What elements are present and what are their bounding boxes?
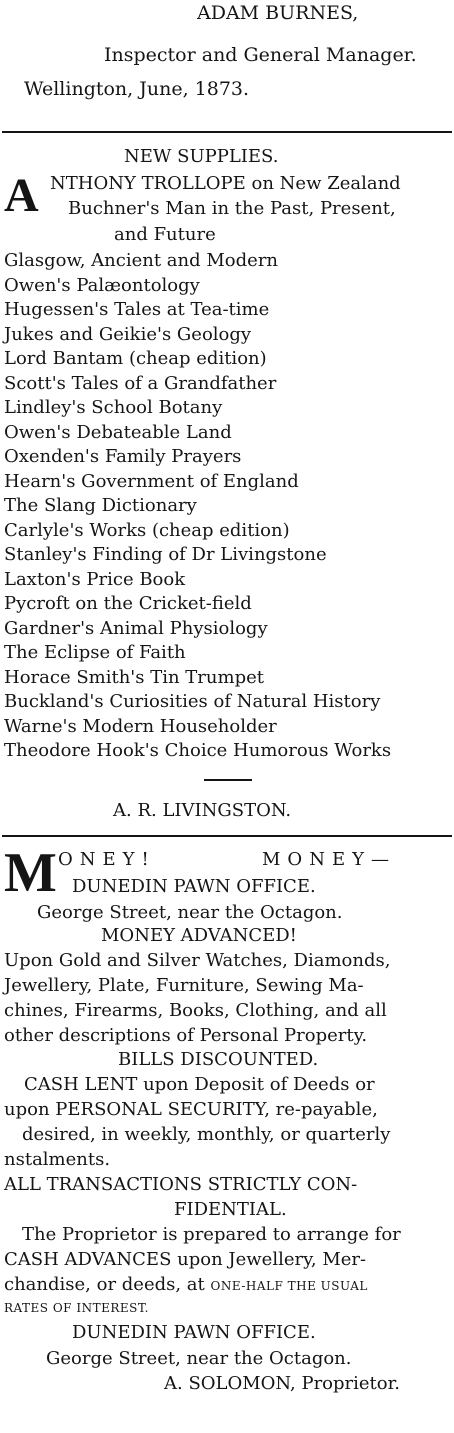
book-item: Horace Smith's Tin Trumpet bbox=[4, 666, 264, 688]
book-item: The Eclipse of Faith bbox=[4, 642, 186, 663]
book-item: Lord Bantam (cheap edition) bbox=[4, 348, 267, 369]
ad-office-name-repeat: DUNEDIN PAWN OFFICE. bbox=[72, 1322, 316, 1343]
section-divider bbox=[2, 131, 452, 133]
supplies-first-line: NTHONY TROLLOPE on New Zealand bbox=[50, 173, 401, 194]
header-dateline: Wellington, June, 1873. bbox=[24, 78, 250, 100]
ad-cash-line: nstalments. bbox=[4, 1149, 111, 1170]
supplies-third-line: and Future bbox=[114, 224, 216, 245]
ad-body-line: other descriptions of Personal Property. bbox=[4, 1025, 368, 1046]
book-item: Gardner's Animal Physiology bbox=[4, 617, 268, 639]
supplies-heading: NEW SUPPLIES. bbox=[124, 146, 279, 167]
ad-headline-money: MONEY— bbox=[262, 849, 396, 870]
ad-interest-rates: RATES OF INTEREST. bbox=[4, 1301, 149, 1315]
header-title: Inspector and General Manager. bbox=[104, 44, 417, 66]
book-item: Warne's Modern Householder bbox=[4, 715, 277, 737]
dropcap-letter: A bbox=[4, 169, 39, 222]
book-item: Theodore Hook's Choice Humorous Works bbox=[4, 740, 392, 761]
book-item: The Slang Dictionary bbox=[4, 495, 197, 516]
ad-cash-line: CASH LENT upon Deposit of Deeds or bbox=[24, 1074, 375, 1095]
book-item: Jukes and Geikie's Geology bbox=[4, 323, 252, 345]
book-item: Owen's Palæontology bbox=[4, 274, 200, 296]
ad-bills-discounted: BILLS DISCOUNTED. bbox=[118, 1049, 319, 1070]
book-item: Lindley's School Botany bbox=[4, 397, 223, 418]
ad-money-advanced: MONEY ADVANCED! bbox=[101, 925, 297, 946]
book-item: Hearn's Government of England bbox=[4, 470, 299, 492]
ad-office-name: DUNEDIN PAWN OFFICE. bbox=[72, 876, 316, 897]
short-divider bbox=[204, 779, 252, 781]
book-item: Laxton's Price Book bbox=[4, 568, 186, 590]
book-item: Owen's Debateable Land bbox=[4, 421, 232, 443]
ad-proprietor-line: CASH ADVANCES upon Jewellery, Mer- bbox=[4, 1249, 367, 1270]
book-item: Glasgow, Ancient and Modern bbox=[4, 250, 279, 271]
ad-confidential-line: ALL TRANSACTIONS STRICTLY CON- bbox=[4, 1174, 358, 1195]
book-item: Buckland's Curiosities of Natural History bbox=[4, 691, 381, 712]
book-item: Oxenden's Family Prayers bbox=[4, 446, 242, 467]
ad-proprietor-text: chandise, or deeds, at bbox=[4, 1274, 211, 1295]
ad-proprietor-line: The Proprietor is prepared to arrange for bbox=[22, 1224, 401, 1245]
ad-confidential-line: FIDENTIAL. bbox=[174, 1199, 287, 1220]
ad-cash-line: desired, in weekly, monthly, or quarterly bbox=[22, 1124, 391, 1145]
book-item: Stanley's Finding of Dr Livingstone bbox=[4, 544, 327, 565]
book-item: Carlyle's Works (cheap edition) bbox=[4, 519, 290, 541]
ad-proprietor-signature: A. SOLOMON, Proprietor. bbox=[164, 1373, 400, 1394]
supplies-signature: A. R. LIVINGSTON. bbox=[113, 800, 292, 821]
dropcap-letter: M bbox=[4, 842, 57, 904]
book-item: Hugessen's Tales at Tea-time bbox=[4, 299, 270, 320]
header-name: ADAM BURNES, bbox=[197, 2, 359, 24]
ad-address: George Street, near the Octagon. bbox=[37, 902, 343, 923]
ad-body-line: Upon Gold and Silver Watches, Diamonds, bbox=[4, 950, 391, 971]
ad-address-repeat: George Street, near the Octagon. bbox=[46, 1348, 352, 1369]
ad-cash-line: upon PERSONAL SECURITY, re-payable, bbox=[4, 1099, 378, 1120]
ad-proprietor-line bbox=[4, 1274, 368, 1295]
ad-headline-money: ONEY! bbox=[58, 849, 156, 870]
supplies-second-line: Buchner's Man in the Past, Present, bbox=[68, 198, 396, 219]
book-item: Scott's Tales of a Grandfather bbox=[4, 372, 277, 394]
ad-body-line: chines, Firearms, Books, Clothing, and all bbox=[4, 1000, 387, 1021]
section-divider bbox=[2, 835, 452, 837]
book-item: Pycroft on the Cricket-field bbox=[4, 593, 252, 614]
ad-body-line: Jewellery, Plate, Furniture, Sewing Ma- bbox=[4, 975, 364, 996]
ad-proprietor-smallcaps: ONE-HALF THE USUAL bbox=[210, 1279, 368, 1293]
